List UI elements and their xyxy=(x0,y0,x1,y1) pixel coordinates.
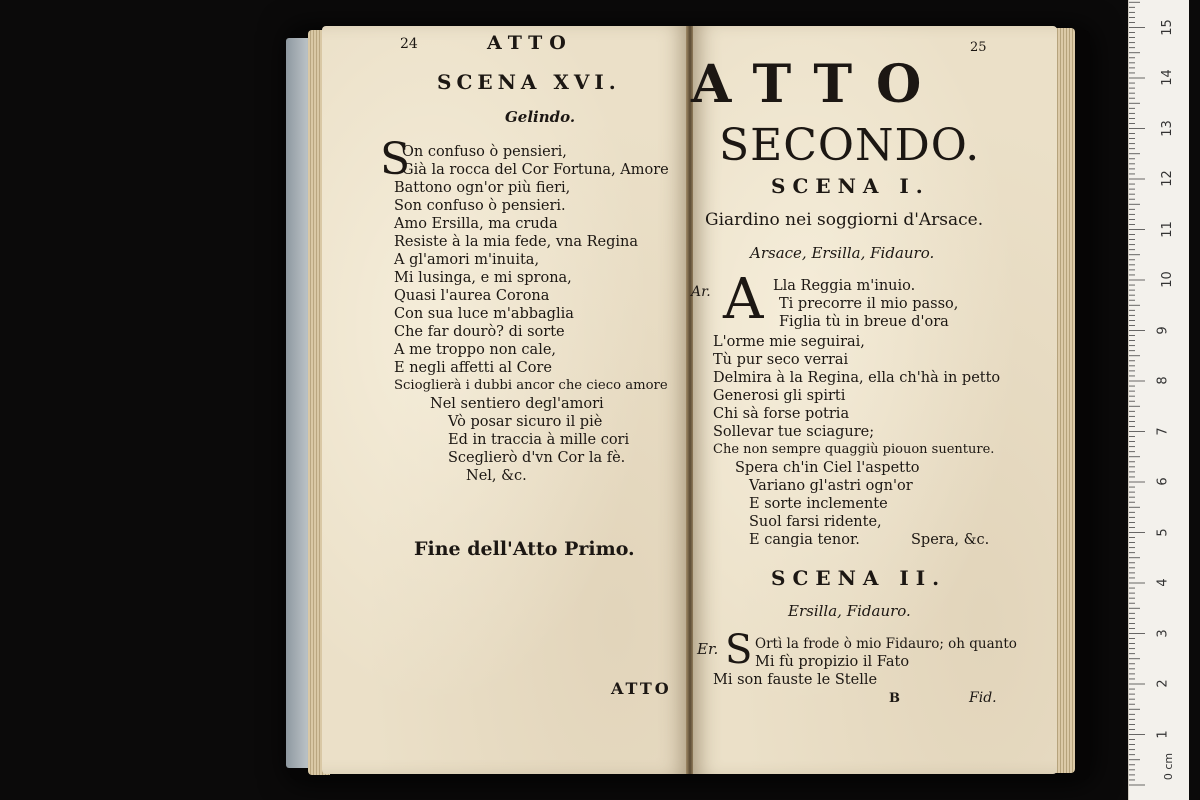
verse-line: Scioglierà i dubbi ancor che cieco amore xyxy=(394,378,668,393)
ruler-mark: 11 xyxy=(1159,220,1175,238)
verse-line: Che far dourò? di sorte xyxy=(394,324,565,340)
ruler-unit-label: 0 cm xyxy=(1162,752,1176,781)
ruler-mark: 9 xyxy=(1155,325,1171,335)
verse-line: E sorte inclemente xyxy=(749,496,888,512)
verse-line: Che non sempre quaggiù piouon suenture. xyxy=(713,442,995,457)
ruler-mark: 3 xyxy=(1155,628,1171,638)
scene-1-drop-cap: A xyxy=(723,267,764,332)
verse-line: Variano gl'astri ogn'or xyxy=(749,478,913,494)
scene-2-drop-cap: S xyxy=(725,627,753,673)
verse-line: Generosi gli spirti xyxy=(713,388,846,404)
verse-line: Mi lusinga, e mi sprona, xyxy=(394,270,572,286)
verse-line: On confuso ò pensieri, xyxy=(402,144,567,160)
left-running-head: ATTO xyxy=(487,32,573,54)
ruler-mark: 5 xyxy=(1155,527,1171,537)
scene-2-characters: Ersilla, Fidauro. xyxy=(788,602,911,620)
left-page-number: 24 xyxy=(400,36,418,52)
right-page-number: 25 xyxy=(970,40,987,55)
verse-line: Suol farsi ridente, xyxy=(749,514,882,530)
page-edges-right xyxy=(1055,28,1075,773)
verse-line: E negli affetti al Core xyxy=(394,360,552,376)
ruler-mark: 14 xyxy=(1159,69,1175,86)
ruler-mark: 7 xyxy=(1155,426,1171,436)
scene-1-characters: Arsace, Ersilla, Fidauro. xyxy=(750,244,935,262)
act-end-note: Fine dell'Atto Primo. xyxy=(414,538,635,560)
verse-line: L'orme mie seguirai, xyxy=(713,334,865,350)
verse-line: A me troppo non cale, xyxy=(394,342,557,358)
verse-line: Ti precorre il mio passo, xyxy=(779,296,959,312)
right-catchword: Fid. xyxy=(969,690,997,706)
verse-line: Mi son fauste le Stelle xyxy=(713,672,878,688)
left-page xyxy=(322,26,690,774)
ruler-mark: 8 xyxy=(1155,376,1171,385)
verse-line: Delmira à la Regina, ella ch'hà in petto xyxy=(713,370,1001,386)
ruler-mark: 6 xyxy=(1155,477,1171,486)
verse-refrain: Spera, &c. xyxy=(911,532,990,548)
ruler-mark: 10 xyxy=(1159,271,1175,288)
verse-line: Ed in traccia à mille cori xyxy=(448,432,630,448)
ruler-mark: 1 xyxy=(1155,729,1171,739)
verse-line: Lla Reggia m'inuio. xyxy=(773,278,916,294)
verse-line: Spera ch'in Ciel l'aspetto xyxy=(735,460,920,476)
ruler-mark: 13 xyxy=(1159,119,1175,137)
verse-line: Tù pur seco verrai xyxy=(713,352,849,368)
verse-line: Con sua luce m'abbaglia xyxy=(394,306,574,322)
verse-line: Mi fù propizio il Fato xyxy=(755,654,910,670)
verse-line: Quasi l'aurea Corona xyxy=(394,288,550,304)
verse-line: Battono ogn'or più fieri, xyxy=(394,180,571,196)
right-page xyxy=(693,26,1057,774)
measurement-ruler xyxy=(1128,0,1189,800)
left-drop-cap: S xyxy=(380,134,411,185)
verse-line: A gl'amori m'inuita, xyxy=(394,252,540,268)
verse-line: Nel, &c. xyxy=(466,468,527,484)
verse-line: Figlia tù in breue d'ora xyxy=(779,314,949,330)
verse-line: Vò posar sicuro il piè xyxy=(448,414,603,430)
left-catchword: ATTO xyxy=(611,679,672,698)
verse-line: Amo Ersilla, ma cruda xyxy=(394,216,558,232)
signature-mark: B xyxy=(889,691,900,706)
verse-line: Sceglierò d'vn Cor la fè. xyxy=(448,450,626,466)
scene-2-speaker: Er. xyxy=(697,640,719,658)
verse-line: Chi sà forse potria xyxy=(713,406,850,422)
scene-1-heading: SCENA I. xyxy=(771,174,930,198)
ruler-mark: 4 xyxy=(1155,578,1171,587)
verse-line: Nel sentiero degl'amori xyxy=(430,396,604,412)
verse-line: Sollevar tue sciagure; xyxy=(713,424,875,440)
ruler-mark: 15 xyxy=(1159,18,1175,36)
verse-line: E cangia tenor. xyxy=(749,532,860,548)
scene-1-speaker: Ar. xyxy=(691,284,711,300)
left-speaker-name: Gelindo. xyxy=(505,108,576,126)
act-title: ATTO xyxy=(691,54,946,115)
verse-line: Son confuso ò pensieri. xyxy=(394,198,566,214)
ruler-mark: 12 xyxy=(1159,170,1175,187)
scene-1-setting: Giardino nei soggiorni d'Arsace. xyxy=(705,210,984,230)
verse-line: Ortì la frode ò mio Fidauro; oh quanto xyxy=(755,636,1017,652)
verse-line: Già la rocca del Cor Fortuna, Amore xyxy=(402,162,669,178)
left-scene-heading: SCENA XVI. xyxy=(437,70,621,94)
verse-line: Resiste à la mia fede, vna Regina xyxy=(394,234,639,250)
act-title-number: SECONDO. xyxy=(719,120,981,171)
scene-2-heading: SCENA II. xyxy=(771,566,947,590)
ruler-mark: 2 xyxy=(1155,679,1171,688)
